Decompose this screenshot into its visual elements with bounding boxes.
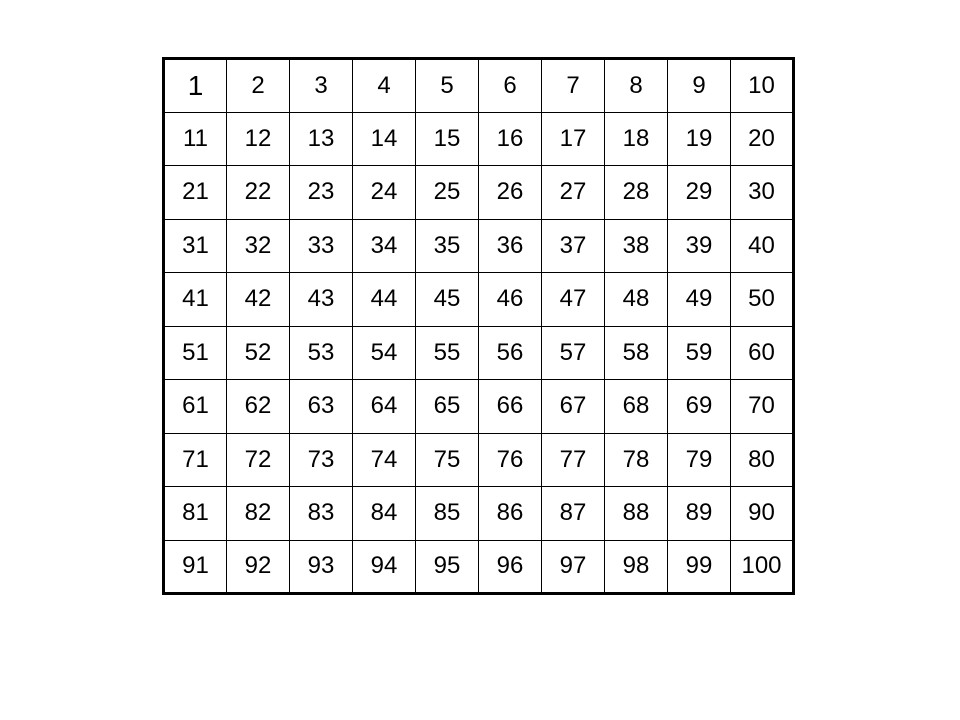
number-cell: 98: [605, 540, 668, 594]
number-cell: 28: [605, 166, 668, 220]
chart-row: [164, 219, 794, 273]
number-cell: 85: [416, 487, 479, 541]
number-cell: 1: [164, 59, 227, 113]
number-cell: 76: [479, 433, 542, 487]
number-cell: 54: [353, 326, 416, 380]
chart-row: [164, 380, 794, 434]
number-cell: 52: [227, 326, 290, 380]
number-cell: 35: [416, 219, 479, 273]
number-cell: 82: [227, 487, 290, 541]
number-cell: 72: [227, 433, 290, 487]
number-cell: 83: [290, 487, 353, 541]
number-cell: 37: [542, 219, 605, 273]
number-cell: 18: [605, 112, 668, 166]
number-cell: 30: [731, 166, 794, 220]
number-cell: 61: [164, 380, 227, 434]
chart-row: [164, 433, 794, 487]
chart-row: [164, 540, 794, 594]
number-cell: 88: [605, 487, 668, 541]
number-cell: 78: [605, 433, 668, 487]
number-cell: 23: [290, 166, 353, 220]
number-cell: 95: [416, 540, 479, 594]
number-cell: 60: [731, 326, 794, 380]
number-cell: 63: [290, 380, 353, 434]
number-cell: 47: [542, 273, 605, 327]
number-cell: 89: [668, 487, 731, 541]
number-cell: 41: [164, 273, 227, 327]
number-cell: 4: [353, 59, 416, 113]
number-cell: 77: [542, 433, 605, 487]
number-cell: 67: [542, 380, 605, 434]
number-cell: 29: [668, 166, 731, 220]
number-cell: 92: [227, 540, 290, 594]
number-cell: 49: [668, 273, 731, 327]
number-cell: 97: [542, 540, 605, 594]
number-cell: 75: [416, 433, 479, 487]
number-cell: 90: [731, 487, 794, 541]
number-cell: 58: [605, 326, 668, 380]
number-cell: 10: [731, 59, 794, 113]
number-cell: 74: [353, 433, 416, 487]
number-cell: 33: [290, 219, 353, 273]
number-cell: 31: [164, 219, 227, 273]
number-cell: 43: [290, 273, 353, 327]
number-cell: 7: [542, 59, 605, 113]
number-cell: 13: [290, 112, 353, 166]
number-cell: 32: [227, 219, 290, 273]
number-cell: 36: [479, 219, 542, 273]
chart-row: [164, 326, 794, 380]
number-cell: 79: [668, 433, 731, 487]
hundred-chart-grid: [162, 57, 795, 595]
number-cell: 14: [353, 112, 416, 166]
number-cell: 69: [668, 380, 731, 434]
number-cell: 9: [668, 59, 731, 113]
chart-row: [164, 487, 794, 541]
number-cell: 16: [479, 112, 542, 166]
number-cell: 2: [227, 59, 290, 113]
number-cell: 73: [290, 433, 353, 487]
number-cell: 5: [416, 59, 479, 113]
number-cell: 55: [416, 326, 479, 380]
number-cell: 6: [479, 59, 542, 113]
number-cell: 20: [731, 112, 794, 166]
number-cell: 45: [416, 273, 479, 327]
number-cell: 17: [542, 112, 605, 166]
number-cell: 64: [353, 380, 416, 434]
number-cell: 65: [416, 380, 479, 434]
number-cell: 42: [227, 273, 290, 327]
number-cell: 19: [668, 112, 731, 166]
number-cell: 71: [164, 433, 227, 487]
chart-row: [164, 166, 794, 220]
number-cell: 50: [731, 273, 794, 327]
number-cell: 3: [290, 59, 353, 113]
number-cell: 81: [164, 487, 227, 541]
number-cell: 53: [290, 326, 353, 380]
number-cell: 12: [227, 112, 290, 166]
number-cell: 39: [668, 219, 731, 273]
number-cell: 68: [605, 380, 668, 434]
number-cell: 99: [668, 540, 731, 594]
number-cell: 8: [605, 59, 668, 113]
number-cell: 26: [479, 166, 542, 220]
number-cell: 27: [542, 166, 605, 220]
number-cell: 59: [668, 326, 731, 380]
number-cell: 25: [416, 166, 479, 220]
number-cell: 84: [353, 487, 416, 541]
number-cell: 62: [227, 380, 290, 434]
chart-row: [164, 112, 794, 166]
number-cell: 44: [353, 273, 416, 327]
number-cell: 56: [479, 326, 542, 380]
number-cell: 70: [731, 380, 794, 434]
number-cell: 51: [164, 326, 227, 380]
number-cell: 93: [290, 540, 353, 594]
number-cell: 96: [479, 540, 542, 594]
number-cell: 24: [353, 166, 416, 220]
number-cell: 91: [164, 540, 227, 594]
number-cell: 86: [479, 487, 542, 541]
chart-row: [164, 59, 794, 113]
number-cell: 38: [605, 219, 668, 273]
number-cell: 66: [479, 380, 542, 434]
number-cell: 46: [479, 273, 542, 327]
number-cell: 100: [731, 540, 794, 594]
number-cell: 40: [731, 219, 794, 273]
number-cell: 57: [542, 326, 605, 380]
number-cell: 21: [164, 166, 227, 220]
number-cell: 11: [164, 112, 227, 166]
number-cell: 80: [731, 433, 794, 487]
number-cell: 34: [353, 219, 416, 273]
number-cell: 48: [605, 273, 668, 327]
number-cell: 87: [542, 487, 605, 541]
number-cell: 22: [227, 166, 290, 220]
number-cell: 15: [416, 112, 479, 166]
hundred-chart-body: [164, 59, 794, 594]
chart-row: [164, 273, 794, 327]
number-cell: 94: [353, 540, 416, 594]
